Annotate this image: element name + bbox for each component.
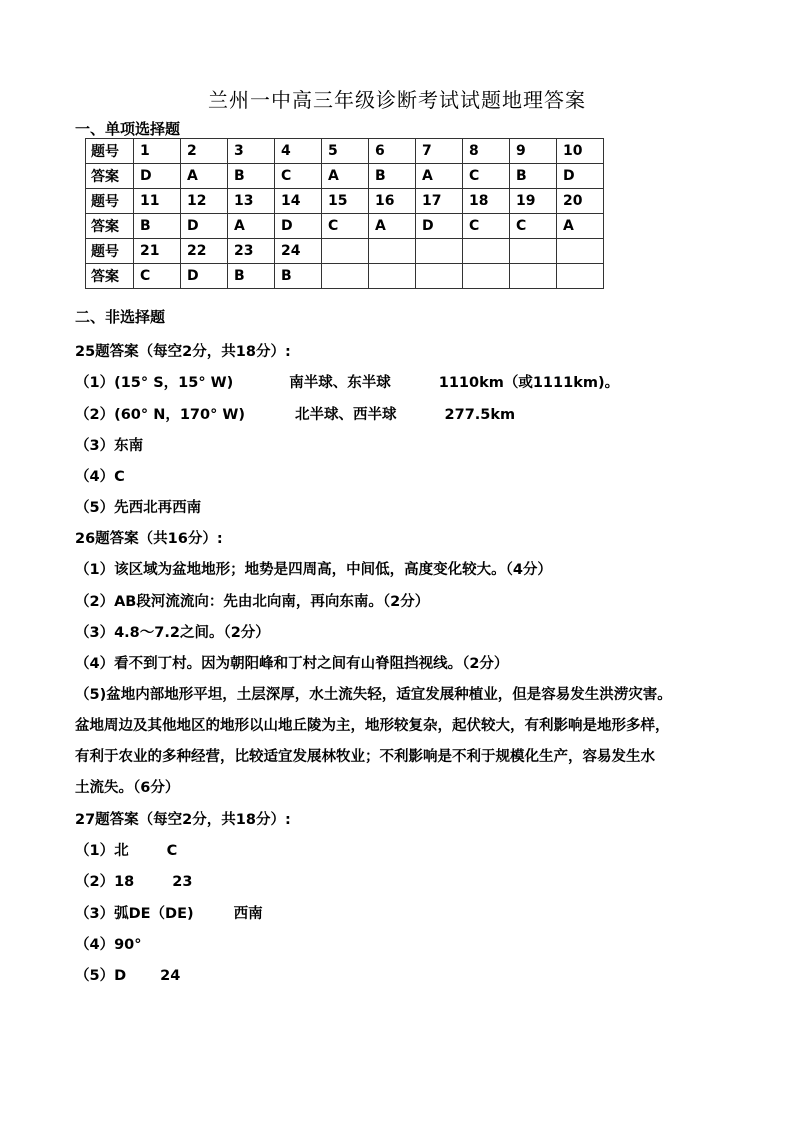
table-cell: 7: [416, 139, 463, 164]
answer-table: [85, 138, 604, 289]
table-cell: 18: [463, 189, 510, 214]
table-row: [86, 189, 604, 214]
q25-a1-distance: 1110km（或1111km)。: [438, 375, 620, 391]
table-cell: 9: [510, 139, 557, 164]
table-row-label: 答案: [86, 164, 134, 189]
q27-answer-3: [75, 902, 263, 923]
table-cell: [322, 239, 369, 264]
q27-answer-2: [75, 870, 192, 891]
table-cell: 8: [463, 139, 510, 164]
q25-header: 25题答案（每空2分，共18分）:: [75, 344, 291, 360]
table-cell: C: [463, 214, 510, 239]
table-cell: 12: [181, 189, 228, 214]
table-row: [86, 214, 604, 239]
table-cell: 22: [181, 239, 228, 264]
q25-answer-2: [75, 403, 515, 424]
table-cell: B: [134, 214, 181, 239]
table-cell: 4: [275, 139, 322, 164]
table-row: [86, 264, 604, 289]
table-row-label: 答案: [86, 264, 134, 289]
table-cell: 21: [134, 239, 181, 264]
table-cell: 17: [416, 189, 463, 214]
q25-a2-hemisphere: 北半球、西半球: [295, 407, 397, 423]
table-cell: D: [134, 164, 181, 189]
q25-answer-5: （5）先西北再西南: [75, 500, 202, 516]
table-cell: 10: [557, 139, 604, 164]
table-cell: 23: [228, 239, 275, 264]
table-cell: B: [275, 264, 322, 289]
q27-header: 27题答案（每空2分，共18分）:: [75, 812, 291, 828]
q25-answer-3: （3）东南: [75, 438, 144, 454]
table-cell: 15: [322, 189, 369, 214]
table-cell: 6: [369, 139, 416, 164]
q27-answer-1: [75, 839, 177, 860]
table-row: [86, 139, 604, 164]
table-cell: 16: [369, 189, 416, 214]
table-cell: 11: [134, 189, 181, 214]
table-cell: A: [416, 164, 463, 189]
table-row-label: 题号: [86, 239, 134, 264]
q27-a5-part2: 24: [160, 968, 181, 984]
table-cell: A: [181, 164, 228, 189]
q25-a2-distance: 277.5km: [444, 407, 516, 423]
page-title: 兰州一中高三年级诊断考试试题地理答案: [208, 88, 586, 112]
table-cell: 1: [134, 139, 181, 164]
q25-a1-coord: （1）(15° S，15° W): [75, 375, 234, 391]
table-cell: B: [228, 164, 275, 189]
table-cell: A: [322, 164, 369, 189]
table-row: [86, 239, 604, 264]
q27-a3-part2: 西南: [233, 906, 263, 922]
q27-answer-4: （4）90°: [75, 937, 142, 953]
q25-answer-1: [75, 371, 619, 392]
table-row-label: 题号: [86, 189, 134, 214]
table-cell: C: [275, 164, 322, 189]
table-cell: A: [369, 214, 416, 239]
table-cell: [369, 264, 416, 289]
table-row-label: 题号: [86, 139, 134, 164]
q27-a1-part2: C: [166, 843, 178, 859]
table-cell: 13: [228, 189, 275, 214]
table-cell: 5: [322, 139, 369, 164]
q26-answer-2: （2）AB段河流流向：先由北向南，再向东南。（2分）: [75, 594, 430, 610]
q26-answer-5-line-2: 盆地周边及其他地区的地形以山地丘陵为主，地形较复杂，起伏较大，有利影响是地形多样，: [75, 718, 670, 734]
table-cell: [416, 239, 463, 264]
table-cell: B: [510, 164, 557, 189]
q26-header: 26题答案（共16分）:: [75, 531, 223, 547]
table-cell: 14: [275, 189, 322, 214]
section-heading-multiple-choice: 一、单项选择题: [75, 120, 181, 138]
table-cell: 24: [275, 239, 322, 264]
table-cell: 20: [557, 189, 604, 214]
q26-answer-5-line-1: （5)盆地内部地形平坦，土层深厚，水土流失轻，适宜发展种植业，但是容易发生洪涝灾害。: [75, 687, 672, 703]
q26-answer-5-line-4: 土流失。（6分）: [75, 780, 180, 796]
table-cell: [463, 239, 510, 264]
table-cell: B: [369, 164, 416, 189]
table-cell: D: [181, 264, 228, 289]
table-cell: A: [557, 214, 604, 239]
q27-a1-part1: （1）北: [75, 843, 129, 859]
table-cell: D: [416, 214, 463, 239]
q27-a3-part1: （3）弧DE（DE): [75, 906, 194, 922]
table-cell: 2: [181, 139, 228, 164]
table-cell: A: [228, 214, 275, 239]
table-cell: D: [275, 214, 322, 239]
table-cell: [416, 264, 463, 289]
table-cell: 19: [510, 189, 557, 214]
table-row: [86, 164, 604, 189]
q27-a2-part2: 23: [172, 874, 193, 890]
q25-answer-4: （4）C: [75, 469, 125, 485]
table-cell: [557, 239, 604, 264]
q26-answer-5-line-3: 有利于农业的多种经营，比较适宜发展林牧业；不利影响是不利于规模化生产，容易发生水: [75, 749, 655, 765]
table-cell: B: [228, 264, 275, 289]
table-cell: D: [557, 164, 604, 189]
q25-a1-hemisphere: 南半球、东半球: [289, 375, 391, 391]
table-cell: D: [181, 214, 228, 239]
table-cell: [510, 264, 557, 289]
table-row-label: 答案: [86, 214, 134, 239]
table-cell: C: [134, 264, 181, 289]
section-heading-non-choice: 二、非选择题: [75, 308, 166, 326]
q26-answer-1: （1）该区域为盆地地形；地势是四周高，中间低，高度变化较大。（4分）: [75, 562, 552, 578]
q25-a2-coord: （2）(60° N，170° W): [75, 407, 246, 423]
q27-a2-part1: （2）18: [75, 874, 135, 890]
q26-answer-3: （3）4.8～7.2之间。（2分）: [75, 625, 270, 641]
table-cell: [510, 239, 557, 264]
q27-a5-part1: （5）D: [75, 968, 127, 984]
table-cell: [463, 264, 510, 289]
table-cell: C: [510, 214, 557, 239]
table-cell: [557, 264, 604, 289]
q27-answer-5: [75, 964, 180, 985]
table-cell: C: [463, 164, 510, 189]
table-cell: [322, 264, 369, 289]
table-cell: C: [322, 214, 369, 239]
table-cell: 3: [228, 139, 275, 164]
q26-answer-4: （4）看不到丁村。因为朝阳峰和丁村之间有山脊阻挡视线。（2分）: [75, 656, 509, 672]
table-cell: [369, 239, 416, 264]
